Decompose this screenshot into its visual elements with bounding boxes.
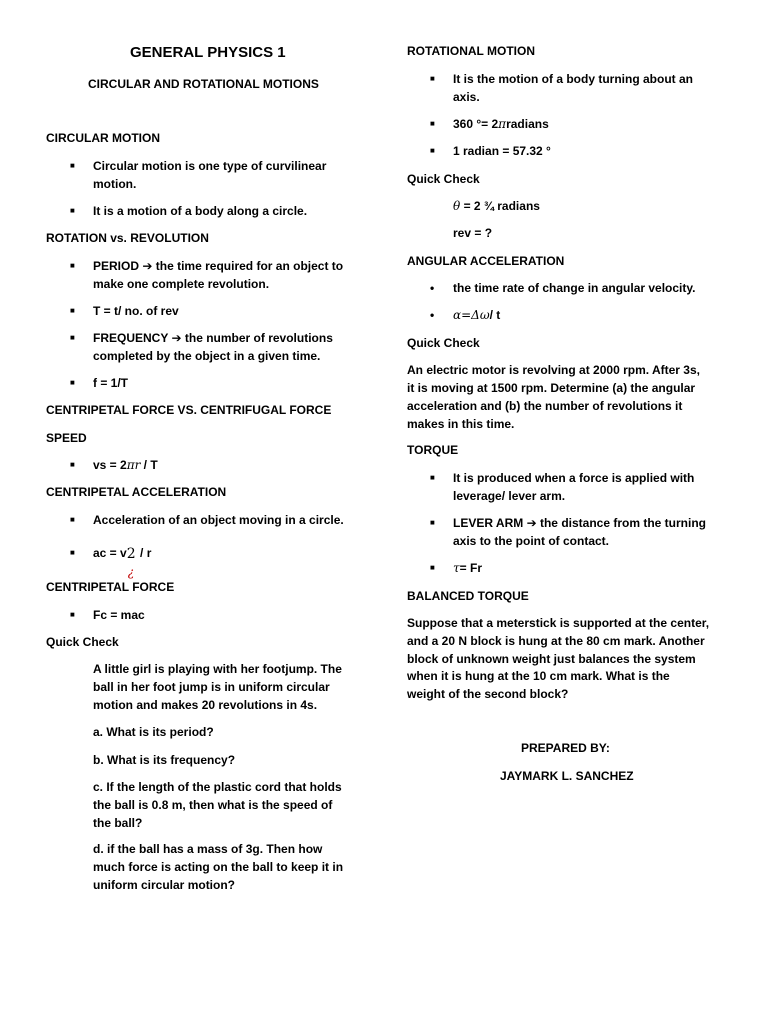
formula: τ= Fr [453,561,482,575]
page-subtitle: CIRCULAR AND ROTATIONAL MOTIONS [88,77,319,91]
bullet-marker: ■ [430,518,435,527]
list-item [93,329,333,347]
list-item: completed by the object in a given time. [93,349,321,363]
problem-text: when it is hung at the 10 cm mark. What is the [407,669,670,683]
formula: θ = 2 ¾ radians [453,199,540,213]
question-text: ball in her foot jump is in uniform circular [93,680,330,694]
bullet-marker: ■ [70,378,75,387]
bullet-marker: ■ [70,261,75,270]
heading-torque: TORQUE [407,443,459,457]
arrow-right-icon: ➔ [171,331,182,345]
bullet-marker: ■ [430,563,435,572]
list-item: Acceleration of an object moving in a circle. [93,513,344,527]
list-item: It is produced when a force is applied with [453,471,695,485]
list-item: motion. [93,177,137,191]
bullet-marker: ■ [430,74,435,83]
definition: the distance from the turning [539,516,706,530]
quick-check-label: Quick Check [46,635,119,649]
heading-centripetal-centrifugal: CENTRIPETAL FORCE VS. CENTRIFUGAL FORCE [46,403,332,417]
term: LEVER ARM [453,516,524,530]
bullet-marker: ■ [70,548,75,557]
list-item: Circular motion is one type of curvilinear [93,159,327,173]
author-name: JAYMARK L. SANCHEZ [500,769,634,783]
heading-rotation-revolution: ROTATION vs. REVOLUTION [46,231,209,245]
list-item: axis. [453,90,480,104]
heading-centripetal-force: CENTRIPETAL FORCE [46,580,175,594]
page-title: GENERAL PHYSICS 1 [130,44,286,61]
problem-text: An electric motor is revolving at 2000 rpm. After 3s, [407,363,700,377]
bullet-marker: ■ [70,515,75,524]
bullet-marker: ■ [70,206,75,215]
heading-centripetal-acceleration: CENTRIPETAL ACCELERATION [46,485,227,499]
question-c: the ball? [93,816,143,830]
heading-angular-acceleration: ANGULAR ACCELERATION [407,254,565,268]
list-item: make one complete revolution. [93,277,270,291]
problem-text: acceleration and (b) the number of revolutions it [407,399,683,413]
formula: 1 radian = 57.32 ° [453,144,551,158]
formula: α=Δω/ t [453,308,501,322]
problem-text: Suppose that a meterstick is supported at the center, [407,616,710,630]
bullet-marker: ■ [70,610,75,619]
question-text: A little girl is playing with her footjump. The [93,662,342,676]
question-c: the ball is 0.8 m, then what is the speed of [93,798,333,812]
quick-check-label: Quick Check [407,172,480,186]
list-item: the time rate of change in angular velocity. [453,281,696,295]
question-d: uniform circular motion? [93,878,236,892]
bullet-marker: ■ [70,333,75,342]
problem-text: and a 20 N block is hung at the 80 cm mark. Another [407,634,705,648]
definition: the number of revolutions [184,331,333,345]
bullet-marker: ■ [430,119,435,128]
problem-text: makes in this time. [407,417,515,431]
list-item [93,257,343,275]
list-item [453,514,706,532]
question-c: c. If the length of the plastic cord that holds [93,780,342,794]
heading-speed: SPEED [46,431,87,445]
question-a: a. What is its period? [93,725,214,739]
formula: T = t/ no. of rev [93,304,179,318]
bullet-marker: ■ [430,473,435,482]
formula: 360 °= 2πradians [453,117,549,131]
question-b: b. What is its frequency? [93,753,236,767]
bullet-marker: ■ [70,306,75,315]
question-text: motion and makes 20 revolutions in 4s. [93,698,318,712]
definition: the time required for an object to [155,259,344,273]
term: PERIOD [93,259,140,273]
problem-text: it is moving at 1500 rpm. Determine (a) the angular [407,381,696,395]
bullet-marker: • [430,308,435,322]
list-item: It is a motion of a body along a circle. [93,204,308,218]
question-d: d. if the ball has a mass of 3g. Then how [93,842,323,856]
formula: vs = 2πr / T [93,458,158,472]
bullet-marker: ■ [430,146,435,155]
problem-text: block of unknown weight just balances the system [407,652,696,666]
formula: f = 1/T [93,376,129,390]
list-item: axis to the point of contact. [453,534,610,548]
quick-check-label: Quick Check [407,336,480,350]
bullet-marker: ■ [70,161,75,170]
heading-circular-motion: CIRCULAR MOTION [46,131,160,145]
term: FREQUENCY [93,331,169,345]
heading-balanced-torque: BALANCED TORQUE [407,589,529,603]
problem-text: weight of the second block? [407,687,569,701]
bullet-marker: ■ [70,460,75,469]
heading-rotational-motion: ROTATIONAL MOTION [407,44,535,58]
bullet-marker: • [430,281,435,295]
formula: ac = v 2 ¿ / r [93,546,152,579]
arrow-right-icon: ➔ [142,259,153,273]
question-text: rev = ? [453,226,493,240]
list-item: It is the motion of a body turning about an [453,72,693,86]
formula: Fc = mac [93,608,145,622]
question-d: much force is acting on the ball to keep it in [93,860,344,874]
prepared-by-label: PREPARED BY: [521,741,610,755]
arrow-right-icon: ➔ [526,516,537,530]
list-item: leverage/ lever arm. [453,489,566,503]
